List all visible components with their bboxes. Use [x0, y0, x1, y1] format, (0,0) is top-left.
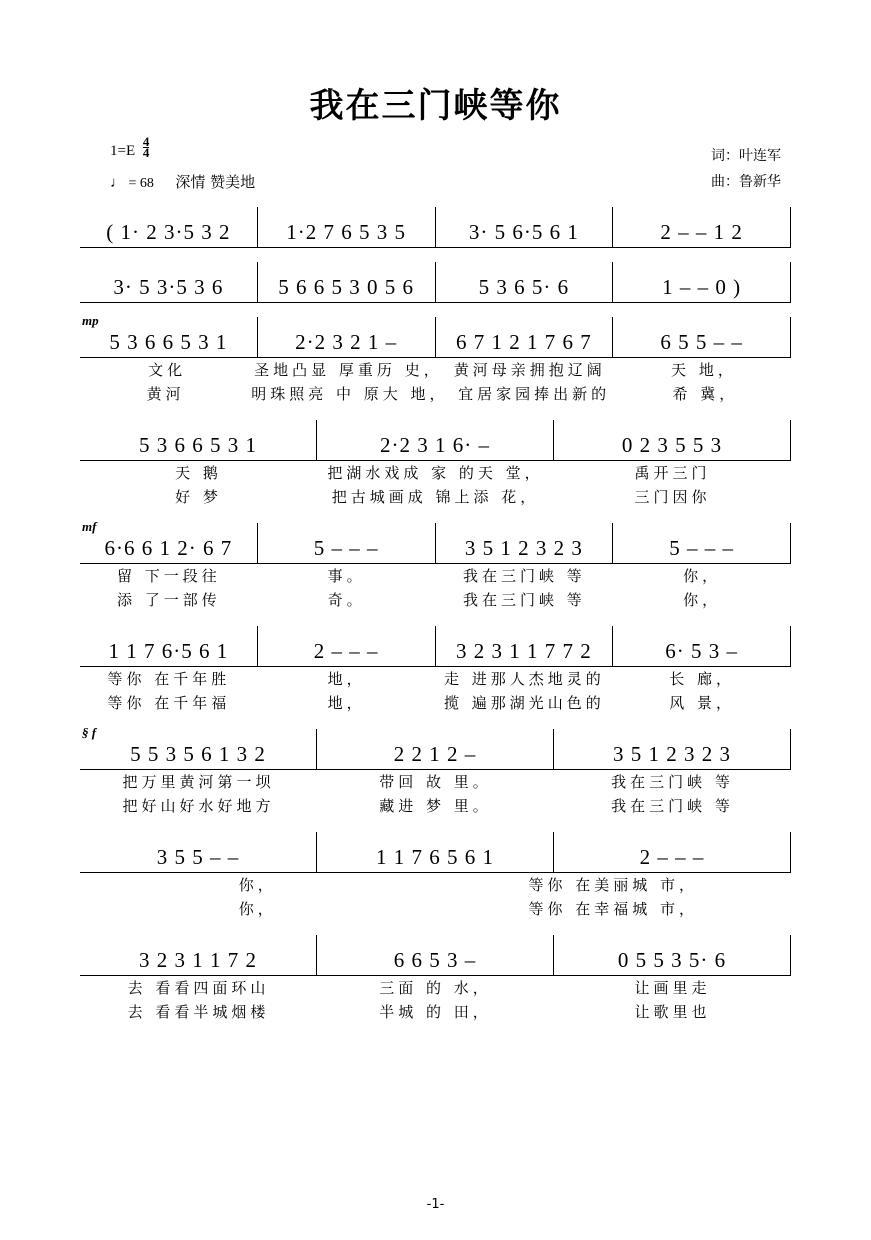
- dynamic-marking: mp: [82, 313, 99, 328]
- measure: [436, 262, 614, 302]
- lyric-line: [80, 588, 791, 612]
- lyric-segment: 我在三门峡 等: [462, 591, 586, 609]
- lyric-line: [80, 1000, 791, 1024]
- key-label: 1=E: [110, 142, 136, 159]
- lyric-segment: 风 景，: [669, 694, 736, 712]
- lyric-segment: 你，: [238, 900, 277, 918]
- lyric-segment: 宜居家园捧出新的: [458, 385, 611, 403]
- notation-line: [80, 207, 791, 248]
- measure: [613, 626, 791, 666]
- measure: [80, 262, 258, 302]
- measure: [258, 626, 436, 666]
- lyric-segment: 去 看看半城烟楼: [127, 1003, 270, 1021]
- lyric-segment: 地，: [327, 670, 366, 688]
- measure-group: [80, 935, 791, 975]
- credits: [711, 143, 781, 195]
- measure: [258, 262, 436, 302]
- notation-line: [80, 317, 791, 358]
- note-group: 6· 5 3 –: [665, 639, 738, 663]
- lyric-segment: 天 鹅: [175, 464, 222, 482]
- lyric-segment: 把湖水戏成 家 的天 堂，: [327, 464, 544, 482]
- lyric-segment: 圣地凸显 厚重历 史，: [254, 361, 443, 379]
- lyric-segment: 你，: [238, 876, 277, 894]
- notation-line: [80, 420, 791, 461]
- lyric-line: [80, 564, 791, 588]
- lyric-segment: 奇。: [327, 591, 366, 609]
- measure-group: [80, 729, 791, 769]
- page-number: -1-: [426, 1197, 445, 1212]
- note-group: 3 2 3 1 1 7 7 2: [456, 639, 592, 663]
- measure: [436, 626, 614, 666]
- lyric-line: [80, 461, 791, 485]
- measure: [436, 523, 614, 563]
- lyric-segment: 等你 在千年福: [107, 694, 231, 712]
- lyric-segment: 等你 在千年胜: [107, 670, 231, 688]
- measure: [80, 523, 258, 563]
- lyric-segment: 去 看看四面环山: [127, 979, 270, 997]
- measure: [317, 420, 554, 460]
- note-group: 3 2 3 1 1 7 2: [139, 948, 257, 972]
- note-group: 2 – – –: [639, 845, 705, 869]
- lyric-line: [80, 976, 791, 1000]
- note-group: 5 5 3 5 6 1 3 2: [130, 742, 266, 766]
- music-system: [80, 725, 791, 824]
- lyric-segment: 长 廊，: [669, 670, 736, 688]
- note-group: 5 3 6 6 5 3 1: [139, 433, 257, 457]
- dynamic-marking: mf: [82, 519, 97, 534]
- music-system: [80, 262, 791, 309]
- lyric-segment: 事。: [327, 567, 366, 585]
- lyric-segment: 等你 在美丽城 市，: [528, 876, 699, 894]
- lyric-segment: 我在三门峡 等: [611, 797, 734, 815]
- sheet-music-page: [0, 78, 871, 1240]
- music-system: [80, 207, 791, 254]
- lyric-line: [80, 485, 791, 509]
- note-group: 0 2 3 5 5 3: [621, 433, 723, 457]
- lyric-segment: 藏进 梦 里。: [379, 797, 492, 815]
- music-system: [80, 420, 791, 515]
- music-systems: [80, 207, 791, 1030]
- note-group: 2·2 3 1 6· –: [380, 433, 490, 457]
- note-group: 5 – – –: [313, 536, 379, 560]
- time-signature: [142, 134, 150, 160]
- expression-marking: 深情 赞美地: [175, 173, 256, 191]
- note-group: 1 – – 0 ): [662, 275, 742, 299]
- key-signature: [110, 134, 150, 162]
- tempo-marking: [110, 171, 255, 192]
- lyric-segment: 把古城画成 锦上添 花，: [331, 488, 540, 506]
- measure: [80, 420, 317, 460]
- lyric-segment: 希 冀，: [672, 385, 739, 403]
- note-group: 3 5 1 2 3 2 3: [464, 536, 583, 560]
- measure: [436, 207, 614, 247]
- measure: [613, 523, 791, 563]
- measure: [80, 832, 317, 872]
- music-system: [80, 935, 791, 1030]
- note-group: 2 – – –: [313, 639, 379, 663]
- note-group: 6·6 6 1 2· 6 7: [104, 536, 233, 560]
- lyric-segment: 走 进那人杰地灵的: [443, 670, 605, 688]
- lyric-segment: 我在三门峡 等: [462, 567, 586, 585]
- note-group: 1 1 7 6 5 6 1: [376, 845, 494, 869]
- lyric-line: [80, 382, 791, 406]
- lyric-segment: 带回 故 里。: [379, 773, 492, 791]
- lyric-segment: 揽 遍那湖光山色的: [443, 694, 605, 712]
- note-group: 3 5 1 2 3 2 3: [613, 742, 731, 766]
- notation-line: [80, 729, 791, 770]
- lyric-line: [80, 691, 791, 715]
- time-signature-denominator: 4: [142, 145, 150, 160]
- lyricist: 词：叶连军: [711, 148, 781, 164]
- measure: [258, 207, 436, 247]
- lyric-line: [80, 770, 791, 794]
- measure: [613, 317, 791, 357]
- lyric-segment: 添 了一部传: [116, 591, 221, 609]
- lyric-segment: 三门因你: [634, 488, 711, 506]
- note-group: ( 1· 2 3·5 3 2: [106, 220, 231, 244]
- note-group: 2·2 3 2 1 –: [295, 330, 398, 354]
- music-system: [80, 626, 791, 721]
- note-group: 5 3 6 6 5 3 1: [109, 330, 228, 354]
- note-group: 0 5 5 3 5· 6: [617, 948, 727, 972]
- lyric-segment: 把好山好水好地方: [122, 797, 275, 815]
- notation-line: [80, 523, 791, 564]
- tempo-value: = 68: [128, 176, 154, 191]
- measure: [554, 832, 791, 872]
- lyric-segment: 让画里走: [634, 979, 711, 997]
- lyric-segment: 留 下一段往: [116, 567, 221, 585]
- note-group: 3· 5 3·5 3 6: [113, 275, 224, 299]
- music-system: [80, 832, 791, 927]
- note-group: 2 – – 1 2: [660, 220, 743, 244]
- measure: [258, 317, 436, 357]
- lyric-segment: 等你 在幸福城 市，: [528, 900, 699, 918]
- note-group: 3 5 5 – –: [156, 845, 240, 869]
- measure-group: [80, 420, 791, 460]
- lyric-segment: 你，: [683, 567, 722, 585]
- measure-group: [80, 262, 791, 302]
- lyric-segment: 黄河: [146, 385, 185, 403]
- music-system: [80, 313, 791, 412]
- measure-group: [80, 317, 791, 357]
- note-group: 6 6 5 3 –: [393, 948, 477, 972]
- measure: [80, 729, 317, 769]
- lyric-segment: 我在三门峡 等: [611, 773, 734, 791]
- measure-group: [80, 523, 791, 563]
- measure: [80, 626, 258, 666]
- measure: [613, 207, 791, 247]
- measure: [317, 832, 554, 872]
- measure: [80, 207, 258, 247]
- lyric-segment: 禹开三门: [634, 464, 711, 482]
- score-metadata: [80, 134, 791, 199]
- lyric-segment: 好 梦: [175, 488, 222, 506]
- lyric-line: [80, 897, 791, 921]
- lyric-segment: 文化: [148, 361, 187, 379]
- notation-line: [80, 262, 791, 303]
- notation-line: [80, 832, 791, 873]
- lyric-line: [80, 358, 791, 382]
- lyric-segment: 地，: [327, 694, 366, 712]
- measure: [613, 262, 791, 302]
- note-group: 1 1 7 6·5 6 1: [108, 639, 229, 663]
- lyric-line: [80, 873, 791, 897]
- measure: [554, 420, 791, 460]
- measure: [80, 317, 258, 357]
- measure-group: [80, 207, 791, 247]
- lyric-line: [80, 794, 791, 818]
- lyric-segment: 明珠照亮 中 原大 地，: [251, 385, 449, 403]
- page-title: 我在三门峡等你: [309, 86, 562, 126]
- measure-group: [80, 626, 791, 666]
- lyric-segment: 黄河母亲拥抱辽阔: [453, 361, 606, 379]
- composer: 曲：鲁新华: [711, 174, 781, 190]
- lyric-segment: 把万里黄河第一坝: [122, 773, 275, 791]
- note-group: 1·2 7 6 5 3 5: [286, 220, 406, 244]
- lyric-segment: 让歌里也: [634, 1003, 711, 1021]
- dynamic-marking: § f: [82, 725, 97, 740]
- measure: [554, 729, 791, 769]
- note-group: 6 7 1 2 1 7 6 7: [456, 330, 592, 354]
- measure: [80, 935, 317, 975]
- music-system: [80, 519, 791, 618]
- quarter-note-icon: ♩: [110, 175, 125, 191]
- note-group: 5 – – –: [669, 536, 734, 560]
- note-group: 6 5 5 – –: [660, 330, 743, 354]
- measure: [554, 935, 791, 975]
- note-group: 3· 5 6·5 6 1: [468, 220, 579, 244]
- note-group: 5 3 6 5· 6: [478, 275, 570, 299]
- measure: [317, 729, 554, 769]
- measure: [317, 935, 554, 975]
- time-signature-numerator: 4: [142, 134, 150, 149]
- measure: [258, 523, 436, 563]
- notation-line: [80, 626, 791, 667]
- lyric-segment: 三面 的 水，: [379, 979, 492, 997]
- lyric-segment: 天 地，: [671, 361, 737, 379]
- notation-line: [80, 935, 791, 976]
- note-group: 2 2 1 2 –: [393, 742, 477, 766]
- measure: [436, 317, 614, 357]
- measure-group: [80, 832, 791, 872]
- note-group: 5 6 6 5 3 0 5 6: [278, 275, 414, 299]
- lyric-segment: 半城 的 田，: [379, 1003, 492, 1021]
- lyric-line: [80, 667, 791, 691]
- lyric-segment: 你，: [683, 591, 722, 609]
